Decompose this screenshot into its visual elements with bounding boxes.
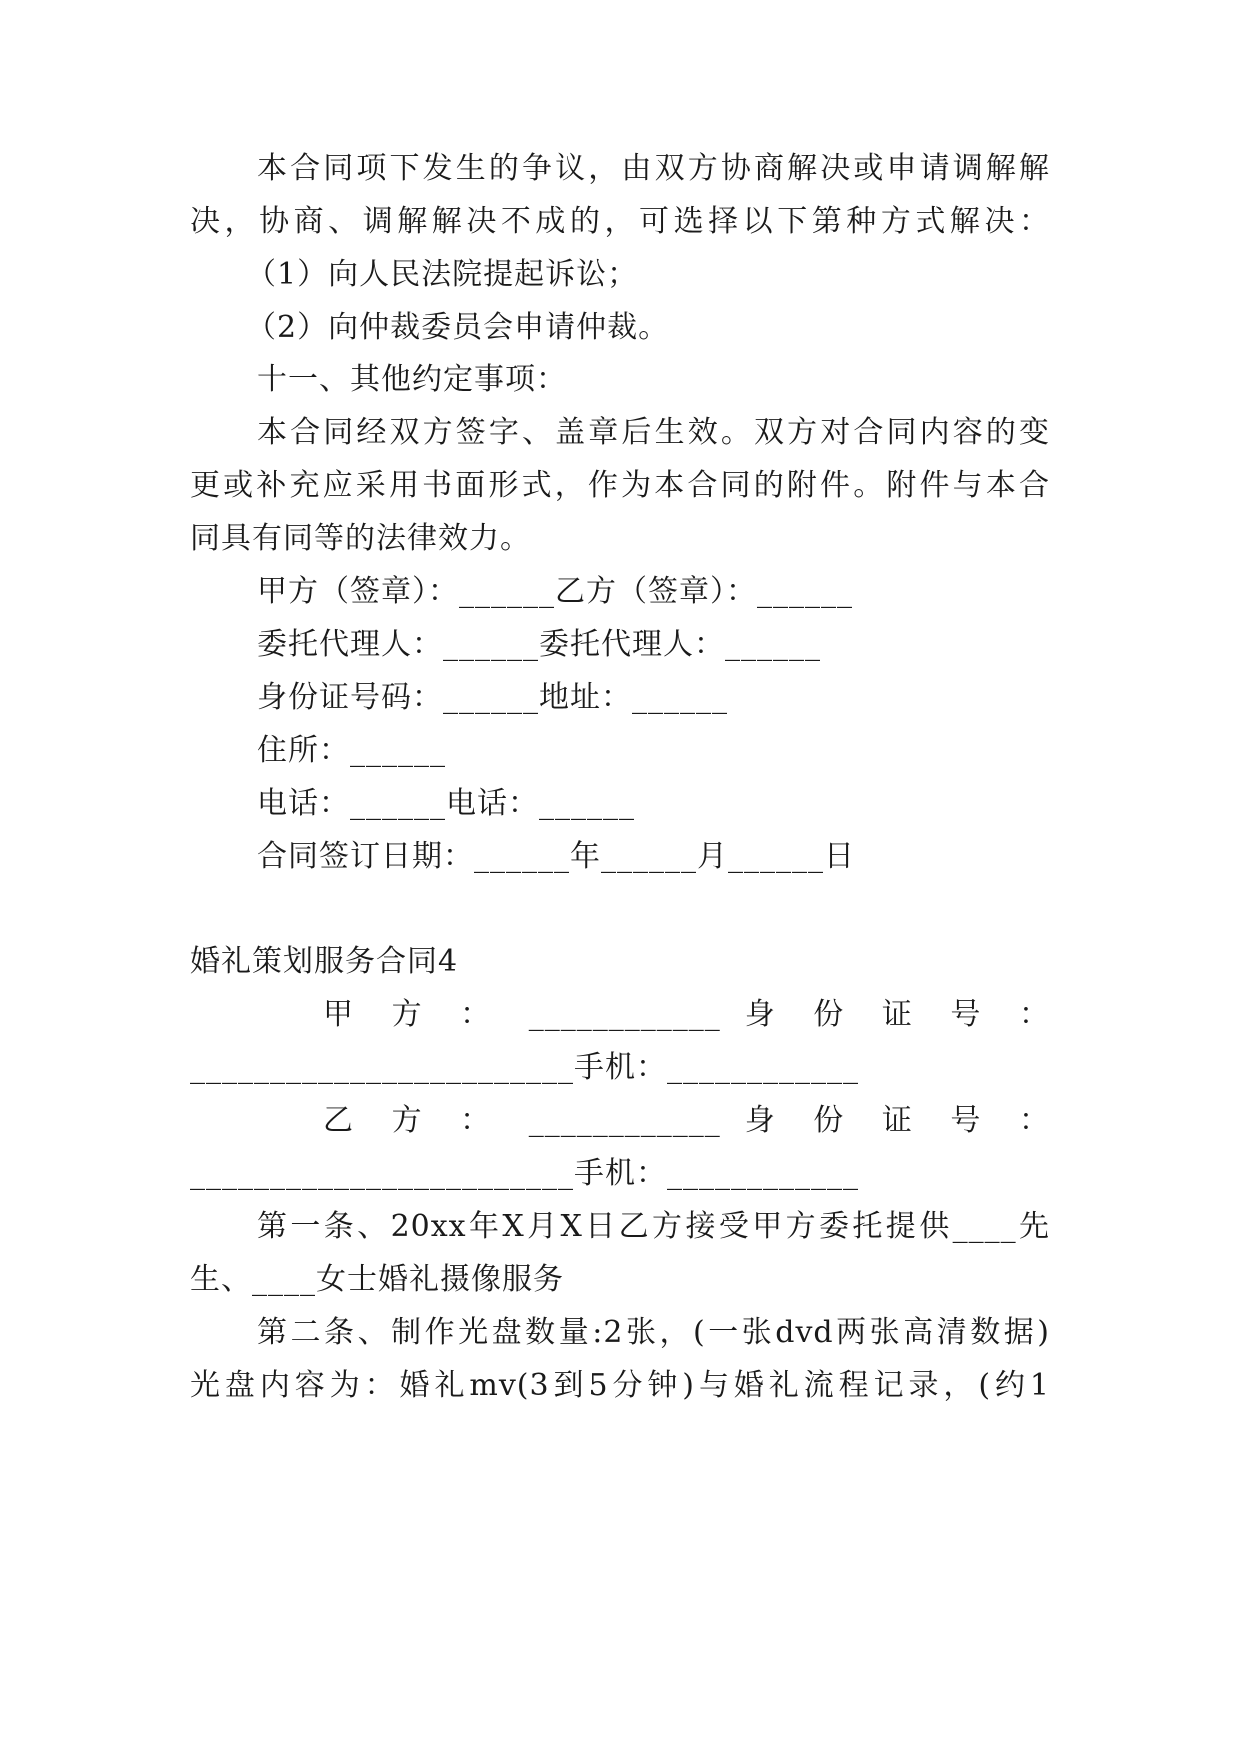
contract-title: 婚礼策划服务合同4 (190, 944, 459, 979)
signature-line-residence: 住所：______ (257, 733, 446, 768)
dispute-paragraph-line: 本合同项下发生的争议，由双方协商解决或申请调解解 (257, 151, 1050, 186)
dispute-paragraph-line: 决，协商、调解解决不成的，可选择以下第种方式解决： (190, 204, 1050, 239)
signature-line-date: 合同签订日期：______年______月______日 (257, 839, 855, 874)
party-b-line: ________________________手机：____________ (190, 1156, 859, 1191)
article-1-line: 生、____女士婚礼摄像服务 (190, 1262, 564, 1297)
other-paragraph-line: 更或补充应采用书面形式，作为本合同的附件。附件与本合 (190, 468, 1050, 503)
party-a-line: 甲 方 ： ____________ 身 份 证 号 ： (323, 997, 1050, 1032)
article-2-line: 第二条、制作光盘数量:2张，(一张dvd两张高清数据) (257, 1315, 1050, 1350)
article-1-line: 第一条、20xx年X月X日乙方接受甲方委托提供____先 (257, 1209, 1050, 1244)
signature-line-agents: 委托代理人：______委托代理人：______ (257, 627, 821, 662)
party-b-line: 乙 方 ： ____________ 身 份 证 号 ： (323, 1103, 1050, 1138)
party-a-line: ________________________手机：____________ (190, 1050, 859, 1085)
other-paragraph-line: 同具有同等的法律效力。 (190, 521, 531, 556)
signature-line-parties: 甲方（签章）：______乙方（签章）：______ (257, 574, 853, 609)
signature-line-id-address: 身份证号码：______地址：______ (257, 680, 728, 715)
signature-line-phones: 电话：______电话：______ (257, 786, 635, 821)
dispute-option-arbitration: （2）向仲裁委员会申请仲裁。 (246, 310, 670, 345)
other-paragraph-line: 本合同经双方签字、盖章后生效。双方对合同内容的变 (257, 415, 1050, 450)
article-2-line: 光盘内容为：婚礼mv(3到5分钟)与婚礼流程记录，(约1 (190, 1368, 1050, 1403)
section-heading-other-matters: 十一、其他约定事项： (257, 362, 567, 397)
dispute-option-litigation: （1）向人民法院提起诉讼； (246, 257, 639, 292)
